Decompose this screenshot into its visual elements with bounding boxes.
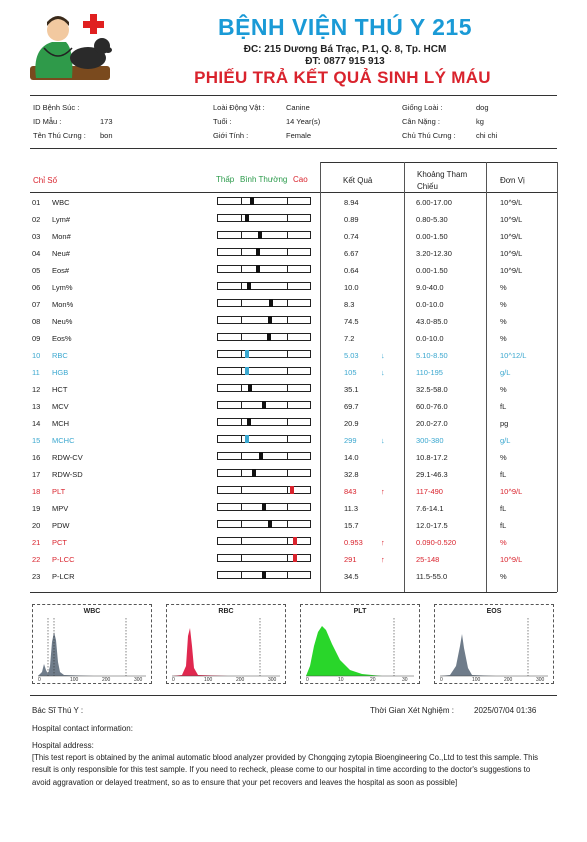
range-bar xyxy=(217,248,311,256)
row-range: 29.1-46.3 xyxy=(416,470,448,479)
row-unit: fL xyxy=(500,521,507,530)
range-bar xyxy=(217,503,311,511)
row-index: 09 xyxy=(32,334,41,343)
info-label: Tuổi : xyxy=(213,117,232,126)
result-marker xyxy=(256,265,260,273)
hospital-name: BỆNH VIỆN THÚ Y 215 xyxy=(217,14,473,40)
result-marker xyxy=(269,299,273,307)
table-row xyxy=(30,448,557,465)
table-row xyxy=(30,431,557,448)
histogram-curve xyxy=(440,634,496,676)
result-marker xyxy=(268,520,272,528)
info-label: Tên Thú Cưng : xyxy=(33,131,86,140)
histogram-title: WBC xyxy=(83,608,101,615)
row-result: 0.89 xyxy=(344,215,359,224)
divider xyxy=(30,148,557,149)
result-marker xyxy=(262,503,266,511)
range-bar xyxy=(217,435,311,443)
row-index: 10 xyxy=(32,351,41,360)
info-value: dog xyxy=(476,103,489,112)
row-unit: g/L xyxy=(500,436,511,445)
result-marker xyxy=(245,350,249,358)
test-time-label: Thời Gian Xét Nghiệm : xyxy=(370,706,454,715)
header-result: Kết Quả xyxy=(343,176,373,185)
row-unit: % xyxy=(500,572,507,581)
row-unit: % xyxy=(500,300,507,309)
row-result: 35.1 xyxy=(344,385,359,394)
header-high: Cao xyxy=(293,175,308,184)
row-range: 3.20-12.30 xyxy=(416,249,452,258)
row-result: 11.3 xyxy=(344,504,359,513)
info-value: chi chi xyxy=(476,131,498,140)
info-label: Loài Động Vật : xyxy=(213,103,265,112)
row-index: 12 xyxy=(32,385,41,394)
row-range: 110-195 xyxy=(416,368,443,377)
histogram-tick: 200 xyxy=(102,677,111,682)
histogram-title: RBC xyxy=(218,608,234,615)
result-marker xyxy=(268,316,272,324)
row-result: 299 xyxy=(344,436,357,445)
histogram-tick: 300 xyxy=(268,677,277,682)
header-unit: Đơn Vị xyxy=(500,176,525,185)
row-index: 20 xyxy=(32,521,41,530)
row-index: 21 xyxy=(32,538,41,547)
row-name: HGB xyxy=(52,368,69,377)
result-marker xyxy=(290,486,294,494)
table-border xyxy=(557,162,558,592)
row-unit: pg xyxy=(500,419,509,428)
table-row xyxy=(30,414,557,431)
hospital-phone: ĐT: 0877 915 913 xyxy=(305,56,385,67)
row-unit: % xyxy=(500,283,507,292)
row-unit: 10^9/L xyxy=(500,232,523,241)
hospital-logo xyxy=(22,8,114,86)
table-row xyxy=(30,567,557,584)
row-flag: ↓ xyxy=(381,436,385,445)
histogram-tick: 0 xyxy=(172,677,175,682)
row-index: 18 xyxy=(32,487,41,496)
row-index: 17 xyxy=(32,470,41,479)
row-name: MPV xyxy=(52,504,69,513)
row-index: 02 xyxy=(32,215,41,224)
histogram-eos xyxy=(434,604,554,684)
row-name: Eos# xyxy=(52,266,70,275)
header-range-line1: Khoảng Tham xyxy=(417,170,468,179)
row-name: RDW-CV xyxy=(52,453,83,462)
row-range: 117-490 xyxy=(416,487,443,496)
row-result: 0.953 xyxy=(344,538,363,547)
table-row xyxy=(30,261,557,278)
doctor-label: Bác Sĩ Thú Y : xyxy=(32,706,84,715)
row-range: 0.80-5.30 xyxy=(416,215,448,224)
row-flag: ↓ xyxy=(381,351,385,360)
row-range: 20.0-27.0 xyxy=(416,419,448,428)
range-bar xyxy=(217,384,311,392)
header-low: Thấp xyxy=(216,175,235,184)
row-range: 0.0-10.0 xyxy=(416,334,444,343)
row-name: Neu% xyxy=(52,317,73,326)
range-bar xyxy=(217,333,311,341)
table-row xyxy=(30,482,557,499)
row-range: 6.00-17.00 xyxy=(416,198,452,207)
row-name: Eos% xyxy=(52,334,72,343)
info-value: 173 xyxy=(100,117,113,126)
result-marker xyxy=(267,333,271,341)
row-range: 300-380 xyxy=(416,436,444,445)
range-bar xyxy=(217,418,311,426)
row-name: Lym% xyxy=(52,283,73,292)
row-index: 16 xyxy=(32,453,41,462)
range-bar xyxy=(217,350,311,358)
table-row xyxy=(30,210,557,227)
info-label: ID Mẫu : xyxy=(33,117,62,126)
range-bar xyxy=(217,282,311,290)
row-result: 20.9 xyxy=(344,419,359,428)
row-unit: 10^9/L xyxy=(500,266,523,275)
info-label: Cân Nặng : xyxy=(402,117,440,126)
result-marker xyxy=(258,231,262,239)
row-flag: ↑ xyxy=(381,487,385,496)
range-bar xyxy=(217,520,311,528)
row-range: 11.5-55.0 xyxy=(416,572,448,581)
row-result: 0.74 xyxy=(344,232,359,241)
info-label: Chủ Thú Cưng : xyxy=(402,131,456,140)
info-value: Female xyxy=(286,131,312,140)
range-bar xyxy=(217,367,311,375)
row-result: 74.5 xyxy=(344,317,359,326)
range-bar xyxy=(217,197,311,205)
row-range: 0.0-10.0 xyxy=(416,300,444,309)
row-result: 15.7 xyxy=(344,521,359,530)
row-name: MCHC xyxy=(52,436,75,445)
histogram-tick: 30 xyxy=(402,677,408,682)
row-result: 14.0 xyxy=(344,453,359,462)
header-index: Chỉ Số xyxy=(33,176,58,185)
row-result: 0.64 xyxy=(344,266,359,275)
row-result: 291 xyxy=(344,555,357,564)
range-bar xyxy=(217,452,311,460)
result-marker xyxy=(245,367,249,375)
result-marker xyxy=(293,537,297,545)
histogram-plt xyxy=(300,604,420,684)
row-result: 32.8 xyxy=(344,470,359,479)
row-name: Mon% xyxy=(52,300,74,309)
row-flag: ↓ xyxy=(381,368,385,377)
row-index: 06 xyxy=(32,283,41,292)
info-label: Giống Loài : xyxy=(402,103,443,112)
row-range: 5.10-8.50 xyxy=(416,351,448,360)
row-index: 14 xyxy=(32,419,41,428)
table-row xyxy=(30,363,557,380)
row-range: 0.00-1.50 xyxy=(416,232,448,241)
row-flag: ↑ xyxy=(381,538,385,547)
row-range: 25-148 xyxy=(416,555,440,564)
histogram-wbc xyxy=(32,604,152,684)
row-range: 12.0-17.5 xyxy=(416,521,448,530)
range-bar xyxy=(217,214,311,222)
range-bar xyxy=(217,265,311,273)
table-row xyxy=(30,312,557,329)
histogram-tick: 0 xyxy=(440,677,443,682)
row-unit: 10^9/L xyxy=(500,555,523,564)
row-unit: % xyxy=(500,453,507,462)
row-name: MCH xyxy=(52,419,70,428)
row-unit: 10^12/L xyxy=(500,351,527,360)
table-row xyxy=(30,465,557,482)
table-row xyxy=(30,499,557,516)
range-bar xyxy=(217,554,311,562)
range-bar xyxy=(217,299,311,307)
row-index: 05 xyxy=(32,266,41,275)
row-name: PCT xyxy=(52,538,67,547)
histogram-tick: 200 xyxy=(236,677,245,682)
row-unit: 10^9/L xyxy=(500,249,523,258)
row-index: 11 xyxy=(32,368,40,377)
row-result: 8.3 xyxy=(344,300,355,309)
header-normal: Bình Thường xyxy=(240,175,288,184)
histogram-rbc xyxy=(166,604,286,684)
result-marker xyxy=(247,282,251,290)
row-name: WBC xyxy=(52,198,70,207)
row-name: Mon# xyxy=(52,232,71,241)
range-bar xyxy=(217,469,311,477)
contact-info: Hospital contact information: xyxy=(32,724,133,733)
table-row xyxy=(30,193,557,210)
histogram-title: PLT xyxy=(353,608,367,615)
table-row xyxy=(30,295,557,312)
row-result: 10.0 xyxy=(344,283,359,292)
hospital-address: ĐC: 215 Dương Bá Trạc, P.1, Q. 8, Tp. HCM xyxy=(243,44,447,55)
histogram-curve xyxy=(172,628,228,676)
row-result: 69.7 xyxy=(344,402,359,411)
row-unit: 10^9/L xyxy=(500,198,523,207)
histogram-curve xyxy=(38,632,94,676)
range-bar xyxy=(217,486,311,494)
range-bar xyxy=(217,316,311,324)
range-bar xyxy=(217,401,311,409)
row-name: PDW xyxy=(52,521,70,530)
info-value: Canine xyxy=(286,103,310,112)
result-marker xyxy=(252,469,256,477)
row-name: Neu# xyxy=(52,249,70,258)
histogram-tick: 200 xyxy=(504,677,513,682)
row-index: 23 xyxy=(32,572,41,581)
histogram-tick: 0 xyxy=(306,677,309,682)
row-result: 6.67 xyxy=(344,249,359,258)
row-index: 08 xyxy=(32,317,41,326)
result-marker xyxy=(245,214,249,222)
result-marker xyxy=(262,571,266,579)
histogram-plot xyxy=(436,606,552,682)
row-result: 8.94 xyxy=(344,198,359,207)
row-name: P-LCC xyxy=(52,555,75,564)
table-row xyxy=(30,380,557,397)
table-row xyxy=(30,397,557,414)
row-range: 0.00-1.50 xyxy=(416,266,448,275)
row-name: PLT xyxy=(52,487,66,496)
histogram-tick: 300 xyxy=(134,677,143,682)
histogram-plot xyxy=(302,606,418,682)
table-border xyxy=(320,162,557,163)
table-row xyxy=(30,329,557,346)
histogram-tick: 100 xyxy=(70,677,79,682)
row-unit: fL xyxy=(500,402,507,411)
divider xyxy=(30,95,557,96)
disclaimer-note: [This test report is obtained by the animal automatic blood analyzer provided by Chongqing zytopia Bioengineering Co.,Ltd to test this sample. This result is only responsible for this test sample. If you need to recheck, please come to our hospital in time according to the doctor's suggestions to avoid aggravation or delayed treatment, so as to ensure that your pet recovers and leaves the hospital as soon as possible] xyxy=(32,753,539,787)
histogram-tick: 0 xyxy=(38,677,41,682)
histogram-plot xyxy=(34,606,150,682)
histogram-tick: 300 xyxy=(536,677,545,682)
histogram-title: EOS xyxy=(486,608,502,615)
table-row xyxy=(30,516,557,533)
row-index: 01 xyxy=(32,198,41,207)
histogram-tick: 20 xyxy=(370,677,376,682)
row-unit: 10^9/L xyxy=(500,487,523,496)
row-index: 04 xyxy=(32,249,41,258)
histogram-curve xyxy=(306,626,382,676)
row-range: 10.8-17.2 xyxy=(416,453,448,462)
table-row xyxy=(30,533,557,550)
row-unit: 10^9/L xyxy=(500,215,523,224)
range-bar xyxy=(217,571,311,579)
row-index: 19 xyxy=(32,504,41,513)
row-result: 843 xyxy=(344,487,357,496)
range-bar xyxy=(217,231,311,239)
test-time-value: 2025/07/04 01:36 xyxy=(474,706,537,715)
result-marker xyxy=(245,435,249,443)
row-flag: ↑ xyxy=(381,555,385,564)
info-value: 14 Year(s) xyxy=(286,117,321,126)
row-name: Lym# xyxy=(52,215,71,224)
row-unit: % xyxy=(500,317,507,326)
histogram-tick: 100 xyxy=(472,677,481,682)
table-row xyxy=(30,278,557,295)
hospital-address-label: Hospital address: xyxy=(32,741,94,750)
info-label: ID Bệnh Súc : xyxy=(33,103,80,112)
row-name: P-LCR xyxy=(52,572,75,581)
row-range: 43.0-85.0 xyxy=(416,317,448,326)
row-index: 15 xyxy=(32,436,41,445)
row-unit: % xyxy=(500,538,507,547)
table-row xyxy=(30,346,557,363)
result-marker xyxy=(247,418,251,426)
row-name: HCT xyxy=(52,385,68,394)
row-result: 5.03 xyxy=(344,351,359,360)
result-marker xyxy=(262,401,266,409)
info-value: bon xyxy=(100,131,113,140)
info-value: kg xyxy=(476,117,484,126)
report-title: PHIẾU TRẢ KẾT QUẢ SINH LÝ MÁU xyxy=(194,68,491,87)
row-index: 07 xyxy=(32,300,41,309)
histogram-tick: 100 xyxy=(204,677,213,682)
divider xyxy=(30,695,557,696)
row-unit: % xyxy=(500,334,507,343)
histogram-tick: 10 xyxy=(338,677,344,682)
row-result: 7.2 xyxy=(344,334,355,343)
range-bar xyxy=(217,537,311,545)
row-name: MCV xyxy=(52,402,69,411)
table-row xyxy=(30,244,557,261)
row-unit: fL xyxy=(500,470,507,479)
table-row xyxy=(30,550,557,567)
header-range-line2: Chiếu xyxy=(417,182,438,191)
row-unit: g/L xyxy=(500,368,511,377)
row-name: RDW-SD xyxy=(52,470,83,479)
row-result: 34.5 xyxy=(344,572,359,581)
table-row xyxy=(30,227,557,244)
row-index: 22 xyxy=(32,555,41,564)
row-range: 7.6-14.1 xyxy=(416,504,444,513)
result-marker xyxy=(248,384,252,392)
row-unit: % xyxy=(500,385,507,394)
info-label: Giới Tính : xyxy=(213,131,249,140)
row-name: RBC xyxy=(52,351,68,360)
result-marker xyxy=(259,452,263,460)
result-marker xyxy=(256,248,260,256)
row-range: 60.0-76.0 xyxy=(416,402,448,411)
row-unit: fL xyxy=(500,504,507,513)
row-range: 32.5-58.0 xyxy=(416,385,448,394)
row-range: 9.0-40.0 xyxy=(416,283,444,292)
row-index: 13 xyxy=(32,402,41,411)
row-index: 03 xyxy=(32,232,41,241)
result-marker xyxy=(293,554,297,562)
result-marker xyxy=(250,197,254,205)
row-range: 0.090-0.520 xyxy=(416,538,457,547)
table-border xyxy=(30,592,557,593)
row-result: 105 xyxy=(344,368,357,377)
histogram-plot xyxy=(168,606,284,682)
